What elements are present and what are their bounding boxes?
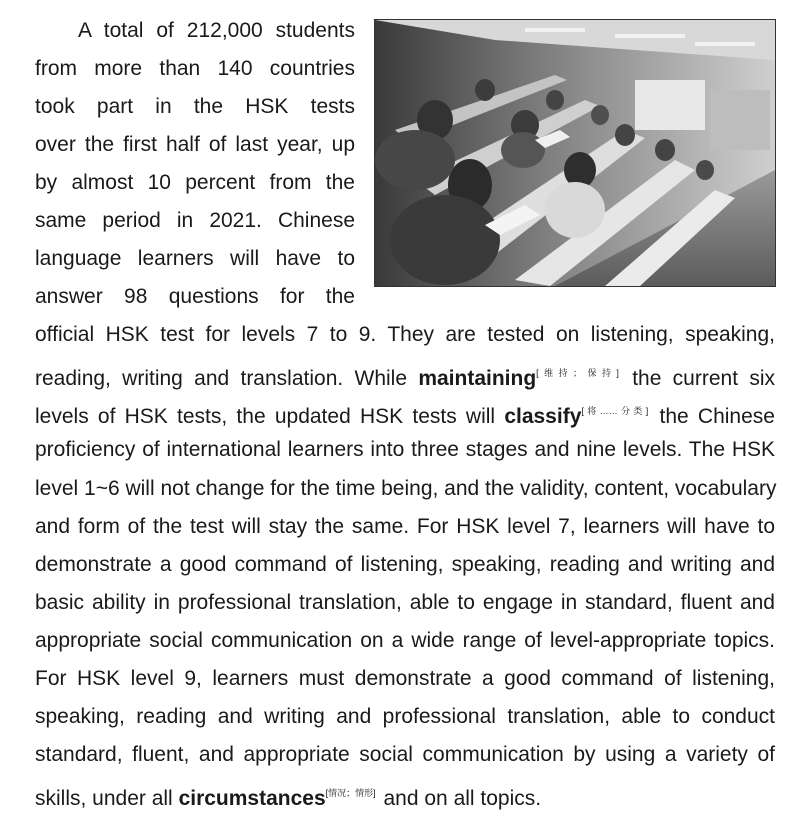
text-line-12: proficiency of international learners into three stages and nine levels. The HSK — [35, 438, 775, 461]
text-segment: skills, under all — [35, 787, 179, 810]
text-line-4: over the first half of last year, up — [35, 133, 355, 156]
text-line-18: For HSK level 9, learners must demonstrate a good command of listening, — [35, 667, 775, 690]
text-line-19: speaking, reading and writing and professional translation, able to conduct — [35, 705, 775, 728]
text-line-5: by almost 10 percent from the — [35, 171, 355, 194]
text-line-3: took part in the HSK tests — [35, 95, 355, 118]
text-line-16: basic ability in professional translation, able to engage in standard, fluent and — [35, 591, 775, 614]
text-segment: the current six — [620, 367, 775, 390]
text-line-13: level 1~6 will not change for the time being, and the validity, content, vocabulary — [35, 477, 777, 500]
text-line-6: same period in 2021. Chinese — [35, 209, 355, 232]
text-line-10 — [35, 360, 775, 392]
text-segment: levels of HSK tests, the updated HSK tests will — [35, 405, 505, 428]
article-photo — [374, 19, 776, 287]
text-segment: reading, writing and translation. While — [35, 367, 419, 390]
text-segment: and on all topics. — [377, 787, 542, 810]
vocab-circumstances: circumstances — [178, 787, 326, 810]
text-line-9: official HSK test for levels 7 to 9. They are tested on listening, speaking, — [35, 323, 775, 346]
gloss-classify: [将……分类] — [581, 406, 649, 416]
text-line-1: A total of 212,000 students — [78, 19, 355, 42]
exam-hall-photo — [375, 20, 775, 286]
text-line-2: from more than 140 countries — [35, 57, 355, 80]
text-line-7: language learners will have to — [35, 247, 355, 270]
vocab-maintaining: maintaining — [418, 367, 537, 390]
text-line-17: appropriate social communication on a wide range of level-appropriate topics. — [35, 629, 775, 652]
text-line-15: demonstrate a good command of listening, speaking, reading and writing and — [35, 553, 775, 576]
text-line-8: answer 98 questions for the — [35, 285, 355, 308]
text-segment: the Chinese — [650, 405, 775, 428]
gloss-circumstances: [情况；情形] — [325, 788, 376, 798]
vocab-classify: classify — [504, 405, 582, 428]
text-line-20: standard, fluent, and appropriate social communication by using a variety of — [35, 743, 775, 766]
gloss-maintaining: [维持；保持] — [536, 368, 619, 378]
text-line-21 — [35, 780, 775, 812]
text-line-11 — [35, 398, 775, 430]
text-line-14: and form of the test will stay the same. For HSK level 7, learners will have to — [35, 515, 775, 538]
